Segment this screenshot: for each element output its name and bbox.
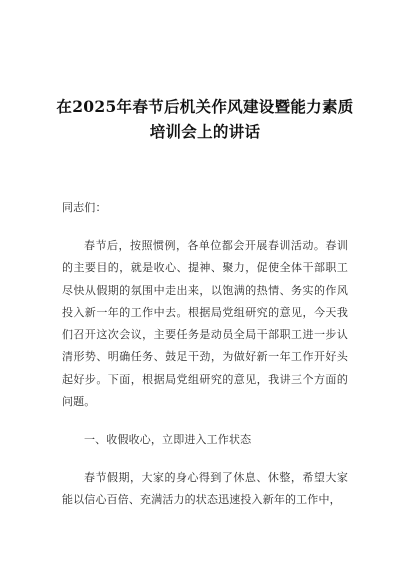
paragraph-section-1: 春节假期，大家的身心得到了休息、休整，希望大家能以信心百倍、充满活力的状态迅速投入新年的工作中， — [62, 471, 348, 507]
paragraph-intro: 春节后，按照惯例，各单位都会开展春训活动。春训的主要目的，就是收心、提神、聚力，促使全体干部职工尽快从假期的氛围中走出来，以饱满的热情、务实的作风投入新一年的工作中去。根据局党组研究的意见，今天我们召开这次会议，主要任务是动员全局干部职工进一步认清形势、明确任务、鼓足干劲，为做好新一年工作开好头起好步。下面，根据局党组研究的意见，我讲三个方面的问题。 — [62, 239, 348, 409]
section-heading-1: 一、收假收心，立即进入工作状态 — [84, 433, 252, 446]
document-title-line-2: 培训会上的讲话 — [149, 122, 261, 141]
greeting: 同志们： — [62, 201, 107, 214]
document-title-line-1: 在2025年春节后机关作风建设暨能力素质 — [56, 97, 354, 116]
